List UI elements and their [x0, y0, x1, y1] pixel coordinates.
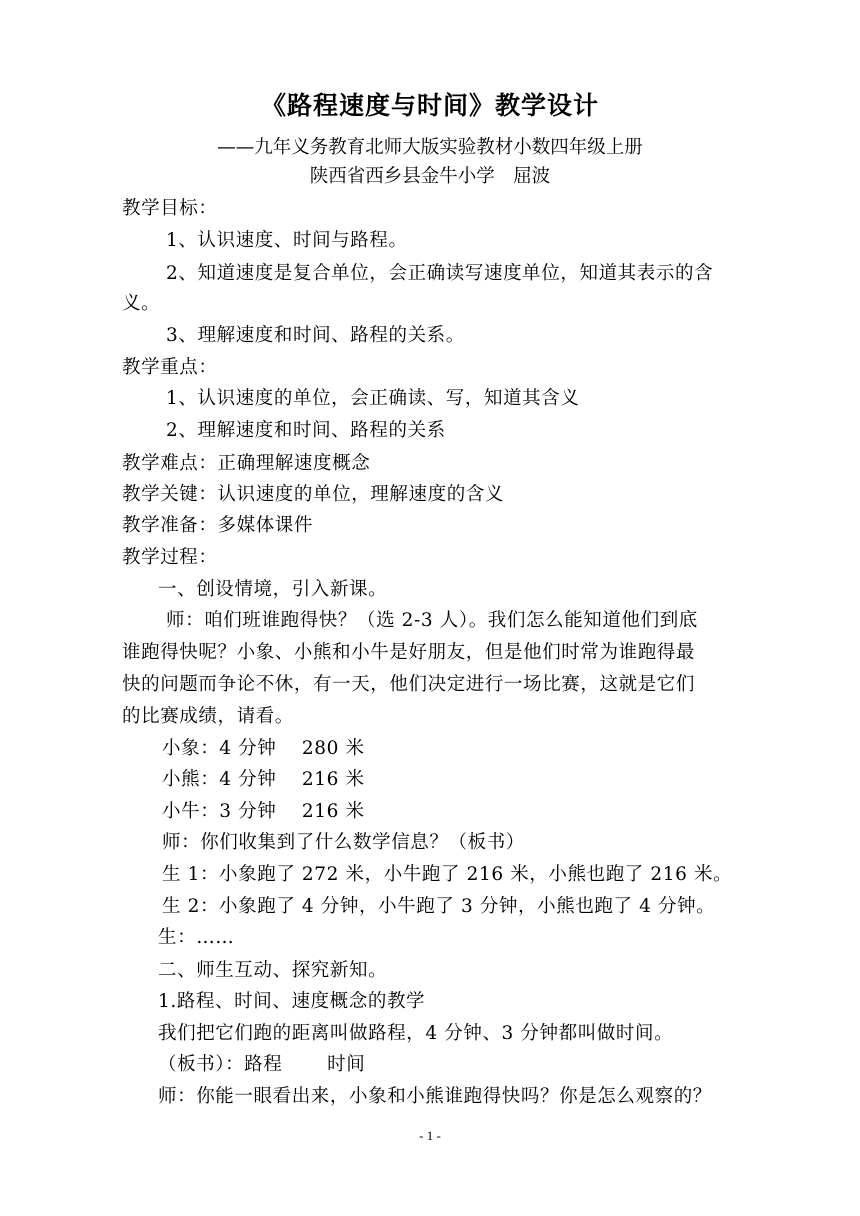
body-line: 义。: [122, 293, 161, 314]
body-line: 2、知道速度是复合单位，会正确读写速度单位，知道其表示的含: [166, 263, 714, 284]
body-line: 师：咱们班谁跑得快？（选 2-3 人）。我们怎么能知道他们到底: [166, 610, 698, 631]
body-line: 师：你能一眼看出来，小象和小熊谁跑得快吗？你是怎么观察的？: [158, 1086, 712, 1107]
body-line: 的比赛成绩，请看。: [122, 706, 294, 727]
subsection-heading: 一、创设情境，引入新课。: [158, 579, 388, 600]
body-line: 谁跑得快呢？小象、小熊和小牛是好朋友，但是他们时常为谁跑得最: [122, 642, 696, 663]
record-line: 小熊：4 分钟 216 米: [162, 769, 365, 790]
record-line: 小象：4 分钟 280 米: [162, 738, 365, 759]
document-title: 《路程速度与时间》教学设计: [260, 91, 599, 120]
section-heading-goals: 教学目标：: [122, 198, 218, 219]
section-heading-key: 教学关键：认识速度的单位，理解速度的含义: [122, 484, 505, 505]
page-number: - 1 -: [419, 1128, 441, 1143]
body-line: 生 1：小象跑了 272 米，小牛跑了 216 米，小熊也跑了 216 米。: [162, 864, 733, 885]
body-line: 2、理解速度和时间、路程的关系: [166, 420, 446, 441]
body-line: 生：……: [158, 927, 235, 948]
body-line: 师：你们收集到了什么数学信息？（板书）: [162, 832, 525, 853]
body-line: 我们把它们跑的距离叫做路程，4 分钟、3 分钟都叫做时间。: [158, 1023, 674, 1044]
body-line: 3、理解速度和时间、路程的关系。: [166, 325, 465, 346]
body-line: 1、认识速度的单位，会正确读、写，知道其含义: [166, 388, 580, 409]
body-line: 快的问题而争论不休，有一天，他们决定进行一场比赛，这就是它们: [122, 674, 696, 695]
section-heading-process: 教学过程：: [122, 547, 218, 568]
subsection-heading: 二、师生互动、探究新知。: [158, 960, 388, 981]
document-subtitle: ——九年义务教育北师大版实验教材小数四年级上册: [217, 137, 643, 158]
numbered-heading: 1.路程、时间、速度概念的教学: [158, 991, 426, 1012]
section-heading-key-points: 教学重点：: [122, 357, 218, 378]
body-line: 生 2：小象跑了 4 分钟，小牛跑了 3 分钟，小熊也跑了 4 分钟。: [162, 896, 716, 917]
section-heading-difficulty: 教学难点：正确理解速度概念: [122, 453, 371, 474]
body-line: （板书）：路程 时间: [158, 1054, 366, 1075]
section-heading-preparation: 教学准备：多媒体课件: [122, 515, 314, 536]
body-line: 1、认识速度、时间与路程。: [166, 230, 408, 251]
record-line: 小牛：3 分钟 216 米: [162, 801, 365, 822]
document-author: 陕西省西乡县金牛小学 屈波: [309, 166, 551, 187]
